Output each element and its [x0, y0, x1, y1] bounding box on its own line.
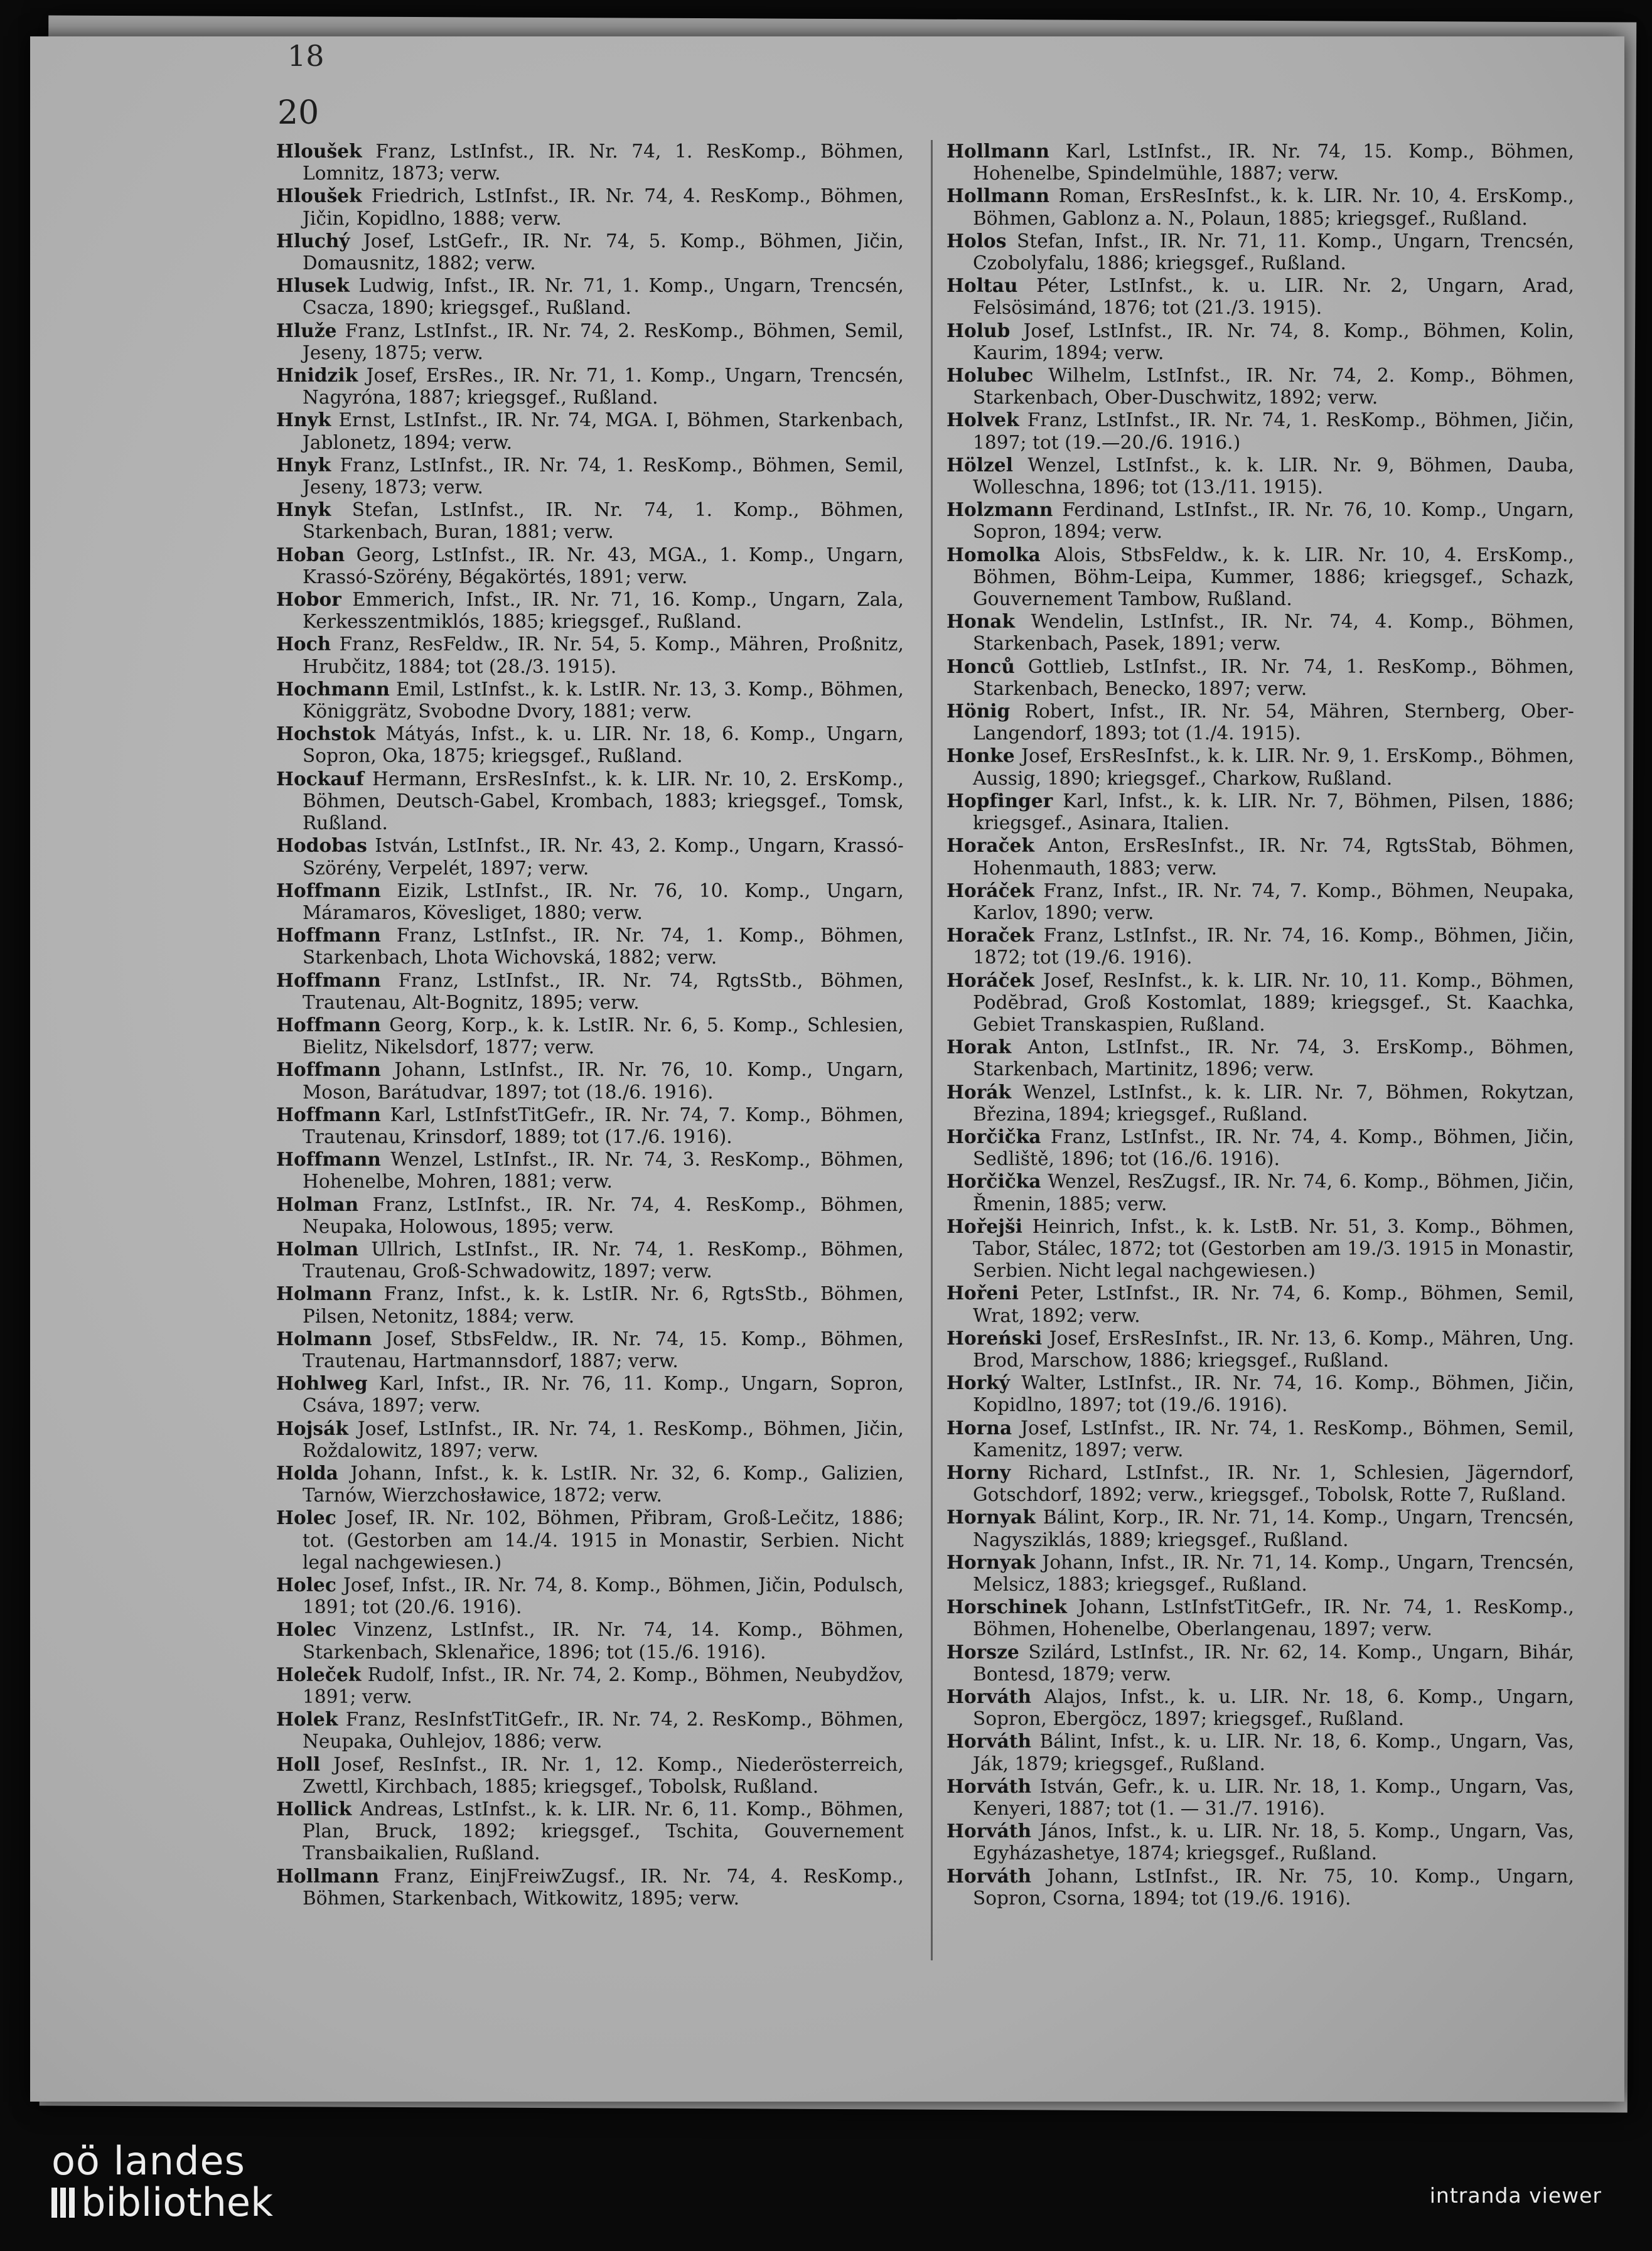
entry-details: Peter, LstInfst., IR. Nr. 74, 6. Komp., Böhmen, Semil, Wrat, 1892; verw.	[973, 1282, 1574, 1326]
entry-surname: Hnyk	[276, 409, 331, 431]
register-entry	[276, 320, 904, 364]
register-entry	[276, 274, 904, 319]
entry-details: Bálint, Korp., IR. Nr. 71, 14. Komp., Ungarn, Trencsén, Nagysziklás, 1889; kriegsgef., Rußland.	[973, 1507, 1574, 1550]
entry-surname: Holzmann	[947, 498, 1053, 521]
register-entry	[276, 723, 904, 767]
register-entry	[947, 1170, 1574, 1215]
entry-surname: Horváth	[947, 1775, 1032, 1797]
entry-details: Franz, LstInfst., IR. Nr. 74, 1. Komp., Böhmen, Starkenbach, Lhota Wichovská, 1882; verw.	[303, 925, 904, 969]
register-entry	[276, 1238, 904, 1282]
entry-details: Karl, LstInfstTitGefr., IR. Nr. 74, 7. Komp., Böhmen, Trautenau, Krinsdorf, 1889; tot (17./6. 1916).	[303, 1104, 904, 1147]
register-entry	[947, 1417, 1574, 1461]
entry-details: Franz, LstInfst., IR. Nr. 74, 1. ResKomp., Böhmen, Jičin, 1897; tot (19.—20./6. 1916.)	[973, 409, 1574, 453]
entry-details: Franz, ResFeldw., IR. Nr. 54, 5. Komp., Mähren, Proßnitz, Hrubčitz, 1884; tot (28./3. 1915).	[303, 633, 904, 677]
entry-surname: Holman	[276, 1193, 359, 1215]
register-entry	[276, 1148, 904, 1193]
entry-details: Ullrich, LstInfst., IR. Nr. 74, 1. ResKomp., Böhmen, Trautenau, Groß-Schwadowitz, 1897; verw.	[303, 1238, 904, 1282]
entry-surname: Horschinek	[947, 1596, 1067, 1618]
entry-details: Anton, ErsResInfst., IR. Nr. 74, RgtsStab, Böhmen, Hohenmauth, 1883; verw.	[973, 835, 1574, 879]
register-entry	[947, 1551, 1574, 1596]
entry-details: Stefan, Infst., IR. Nr. 71, 11. Komp., Ungarn, Trencsén, Czobolyfalu, 1886; kriegsgef., Rußland.	[973, 230, 1574, 274]
entry-surname: Hnyk	[276, 453, 331, 476]
entry-surname: Hornyak	[947, 1550, 1036, 1573]
entry-surname: Holvek	[947, 409, 1019, 431]
entry-details: Georg, Korp., k. k. LstIR. Nr. 6, 5. Komp., Schlesien, Bielitz, Nikelsdorf, 1877; verw.	[303, 1014, 904, 1058]
entry-details: Emmerich, Infst., IR. Nr. 71, 16. Komp., Ungarn, Zala, Kerkesszentmiklós, 1885; kriegsgef., Rußland.	[303, 589, 904, 633]
register-entry	[947, 1775, 1574, 1820]
register-entry	[947, 454, 1574, 498]
entry-surname: Hockauf	[276, 767, 364, 790]
register-entry	[947, 969, 1574, 1036]
register-entry	[947, 1641, 1574, 1685]
entry-details: Ludwig, Infst., IR. Nr. 71, 1. Komp., Ungarn, Trencsén, Csacza, 1890; kriegsgef., Rußland.	[303, 275, 904, 319]
entry-surname: Hoffmann	[276, 1013, 381, 1036]
register-entry	[947, 320, 1574, 364]
entry-details: Johann, Infst., k. k. LstIR. Nr. 32, 6. Komp., Galizien, Tarnów, Wierzchosławice, 1872; verw.	[303, 1462, 904, 1507]
entry-details: Josef, LstInfst., IR. Nr. 74, 1. ResKomp., Böhmen, Semil, Kamenitz, 1897; verw.	[973, 1417, 1574, 1461]
entry-surname: Horváth	[947, 1685, 1032, 1708]
entry-details: Franz, LstInfst., IR. Nr. 74, RgtsStb., Böhmen, Trautenau, Alt-Bognitz, 1895; verw.	[303, 969, 904, 1013]
register-entry	[276, 678, 904, 723]
entry-details: Eizik, LstInfst., IR. Nr. 76, 10. Komp., Ungarn, Máramaros, Kövesliget, 1880; verw.	[303, 879, 904, 923]
register-entry	[276, 1753, 904, 1798]
register-entry	[276, 1417, 904, 1462]
entry-surname: Holtau	[947, 274, 1018, 297]
entry-surname: Honak	[947, 610, 1016, 633]
register-entry	[276, 364, 904, 409]
entry-surname: Horsze	[947, 1640, 1019, 1663]
entry-details: Friedrich, LstInfst., IR. Nr. 74, 4. ResKomp., Böhmen, Jičin, Kopidlno, 1888; verw.	[303, 185, 904, 229]
entry-details: Josef, LstGefr., IR. Nr. 74, 5. Komp., Böhmen, Jičin, Domausnitz, 1882; verw.	[303, 230, 904, 274]
register-entry	[276, 544, 904, 588]
entry-surname: Holl	[276, 1753, 321, 1775]
entry-details: Josef, LstInfst., IR. Nr. 74, 8. Komp., Böhmen, Kolin, Kaurim, 1894; verw.	[973, 320, 1574, 363]
register-entry	[947, 1126, 1574, 1170]
entry-details: Franz, ResInfstTitGefr., IR. Nr. 74, 2. ResKomp., Böhmen, Neupaka, Ouhlejov, 1886; verw.	[303, 1709, 904, 1753]
register-entry	[947, 1081, 1574, 1126]
entry-details: Johann, LstInfstTitGefr., IR. Nr. 74, 1. ResKomp., Böhmen, Hohenelbe, Oberlangenau, 1897; verw.	[973, 1596, 1574, 1640]
register-entry	[276, 1663, 904, 1708]
entry-details: Johann, LstInfst., IR. Nr. 75, 10. Komp., Ungarn, Sopron, Csorna, 1894; tot (19./6. 1916).	[973, 1865, 1574, 1909]
entry-details: Walter, LstInfst., IR. Nr. 74, 16. Komp., Böhmen, Jičin, Kopidlno, 1897; tot (19./6. 1916).	[973, 1372, 1574, 1416]
register-entry	[947, 1820, 1574, 1864]
register-entry	[947, 498, 1574, 543]
register-entry	[947, 1596, 1574, 1640]
register-entry	[276, 1507, 904, 1574]
register-entry	[276, 633, 904, 677]
entry-details: Gottlieb, LstInfst., IR. Nr. 74, 1. ResKomp., Böhmen, Starkenbach, Benecko, 1897; verw.	[973, 655, 1574, 699]
entry-details: Johann, LstInfst., IR. Nr. 76, 10. Komp., Ungarn, Moson, Barátudvar, 1897; tot (18./6. 1916).	[303, 1059, 904, 1103]
register-entry	[276, 1618, 904, 1663]
entry-surname: Hönig	[947, 700, 1011, 723]
entry-details: István, LstInfst., IR. Nr. 43, 2. Komp., Ungarn, Krassó-Szörény, Verpelét, 1897; verw.	[303, 835, 904, 879]
entry-surname: Holos	[947, 229, 1007, 252]
register-entry	[947, 1036, 1574, 1080]
entry-surname: Horak	[947, 1036, 1012, 1058]
entry-surname: Horáček	[947, 969, 1035, 991]
entry-surname: Hořeni	[947, 1282, 1019, 1304]
entry-details: Andreas, LstInfst., k. k. LIR. Nr. 6, 11. Komp., Böhmen, Plan, Bruck, 1892; kriegsgef., Tschita, Gouvernement Transbaikalien, Rußland.	[303, 1798, 904, 1864]
register-entry	[947, 655, 1574, 700]
entry-surname: Holec	[276, 1574, 336, 1596]
entry-surname: Hoffmann	[276, 1148, 381, 1171]
register-entry	[276, 230, 904, 274]
register-entry	[947, 140, 1574, 185]
entry-surname: Holek	[276, 1708, 338, 1731]
register-entry	[276, 1193, 904, 1238]
entry-details: Alajos, Infst., k. u. LIR. Nr. 18, 6. Komp., Ungarn, Sopron, Ebergöcz, 1897; kriegsgef., Rußland.	[973, 1686, 1574, 1730]
entry-surname: Horáček	[947, 879, 1035, 901]
entry-details: Ferdinand, LstInfst., IR. Nr. 76, 10. Komp., Ungarn, Sopron, 1894; verw.	[973, 499, 1574, 543]
register-entry	[947, 1685, 1574, 1730]
entry-details: Heinrich, Infst., k. k. LstB. Nr. 51, 3. Komp., Böhmen, Tabor, Stálec, 1872; tot (Gestorben am 19./3. 1915 in Monastir, Serbien. Nicht legal nachgewiesen.)	[973, 1215, 1574, 1282]
entry-details: Wilhelm, LstInfst., IR. Nr. 74, 2. Komp., Böhmen, Starkenbach, Ober-Duschwitz, 1892; verw.	[973, 365, 1574, 409]
register-entry	[276, 924, 904, 969]
entry-surname: Hölzel	[947, 453, 1014, 476]
entry-surname: Horny	[947, 1461, 1011, 1483]
entry-surname: Hoch	[276, 633, 331, 655]
register-entry	[947, 610, 1574, 655]
register-entry	[276, 1372, 904, 1417]
register-entry	[947, 744, 1574, 789]
entry-surname: Hoffmann	[276, 1103, 381, 1126]
entry-details: Wenzel, LstInfst., k. k. LIR. Nr. 7, Böhmen, Rokytzan, Březina, 1894; kriegsgef., Rußland.	[973, 1081, 1574, 1125]
entry-details: Anton, LstInfst., IR. Nr. 74, 3. ErsKomp., Böhmen, Starkenbach, Martinitz, 1896; verw.	[973, 1036, 1574, 1080]
register-entry	[276, 1798, 904, 1865]
column-divider	[931, 140, 933, 1960]
register-entry	[947, 409, 1574, 453]
entry-details: Franz, Infst., k. k. LstIR. Nr. 6, RgtsStb., Böhmen, Pilsen, Netonitz, 1884; verw.	[303, 1283, 904, 1327]
entry-details: Hermann, ErsResInfst., k. k. LIR. Nr. 10, 2. ErsKomp., Böhmen, Deutsch-Gabel, Krombach, 1883; kriegsgef., Tomsk, Rußland.	[303, 768, 904, 834]
entry-details: Ernst, LstInfst., IR. Nr. 74, MGA. I, Böhmen, Starkenbach, Jablonetz, 1894; verw.	[303, 409, 904, 453]
entry-surname: Hoffmann	[276, 969, 381, 991]
entry-details: Franz, Infst., IR. Nr. 74, 7. Komp., Böhmen, Neupaka, Karlov, 1890; verw.	[973, 879, 1574, 923]
entry-surname: Holmann	[276, 1282, 372, 1305]
entry-surname: Hloušek	[276, 140, 362, 162]
register-entry	[276, 879, 904, 924]
entry-surname: Hollmann	[947, 140, 1049, 162]
entry-surname: Horák	[947, 1080, 1012, 1103]
entry-surname: Honke	[947, 744, 1015, 767]
entry-details: Robert, Infst., IR. Nr. 54, Mähren, Sternberg, Ober-Langendorf, 1893; tot (1./4. 1915).	[973, 701, 1574, 744]
entry-details: Stefan, LstInfst., IR. Nr. 74, 1. Komp., Böhmen, Starkenbach, Buran, 1881; verw.	[303, 499, 904, 543]
entry-surname: Horaček	[947, 834, 1035, 857]
entry-details: Josef, ErsRes., IR. Nr. 71, 1. Komp., Ungarn, Trencsén, Nagyróna, 1887; kriegsgef., Rußland.	[303, 365, 904, 409]
register-entry	[276, 1865, 904, 1910]
entry-surname: Holec	[276, 1507, 336, 1529]
register-entry	[276, 1104, 904, 1148]
entry-surname: Hoffmann	[276, 924, 381, 947]
entry-details: Wenzel, LstInfst., IR. Nr. 74, 3. ResKomp., Böhmen, Hohenelbe, Mohren, 1881; verw.	[303, 1149, 904, 1193]
entry-surname: Hnidzik	[276, 364, 358, 387]
entry-details: Franz, LstInfst., IR. Nr. 74, 2. ResKomp., Böhmen, Semil, Jeseny, 1875; verw.	[303, 320, 904, 363]
register-entry	[947, 1215, 1574, 1282]
register-entry	[947, 364, 1574, 409]
entry-details: Vinzenz, LstInfst., IR. Nr. 74, 14. Komp., Böhmen, Starkenbach, Sklenařice, 1896; tot (15./6. 1916).	[303, 1619, 904, 1663]
logo-text-line1: oö landes	[51, 2138, 245, 2184]
entry-details: Franz, LstInfst., IR. Nr. 74, 1. ResKomp., Böhmen, Lomnitz, 1873; verw.	[303, 141, 904, 185]
entry-details: Richard, LstInfst., IR. Nr. 1, Schlesien, Jägerndorf, Gotschdorf, 1892; verw., kriegsgef., Tobolsk, Rotte 7, Rußland.	[973, 1461, 1574, 1506]
entry-details: Bálint, Infst., k. u. LIR. Nr. 18, 6. Komp., Ungarn, Vas, Ják, 1879; kriegsgef., Rußland.	[973, 1731, 1574, 1775]
register-entry	[276, 140, 904, 185]
entry-surname: Hnyk	[276, 498, 331, 521]
register-entry	[276, 1058, 904, 1103]
old-page-number: 18	[287, 39, 324, 73]
register-entry	[947, 230, 1574, 274]
right-column	[947, 140, 1574, 1910]
entry-surname: Hodobas	[276, 834, 367, 857]
entry-details: István, Gefr., k. u. LIR. Nr. 18, 1. Komp., Ungarn, Vas, Kenyeri, 1887; tot (1. — 31./7. 1916).	[973, 1775, 1574, 1820]
left-column	[276, 140, 904, 1910]
entry-details: Szilárd, LstInfst., IR. Nr. 62, 14. Komp., Ungarn, Bihár, Bontesd, 1879; verw.	[973, 1641, 1574, 1685]
entry-surname: Hollmann	[947, 185, 1049, 207]
entry-details: Péter, LstInfst., k. u. LIR. Nr. 2, Ungarn, Arad, Felsösimánd, 1876; tot (21./3. 1915).	[973, 275, 1574, 319]
entry-surname: Holda	[276, 1461, 338, 1484]
entry-surname: Holubec	[947, 364, 1034, 387]
register-entry	[276, 454, 904, 498]
register-entry	[276, 768, 904, 835]
entry-details: Alois, StbsFeldw., k. k. LIR. Nr. 10, 4. ErsKomp., Böhmen, Böhm-Leipa, Kummer, 1886; kriegsgef., Schazk, Gouvernement Tambow, Rußland.	[973, 544, 1574, 610]
entry-surname: Holeček	[276, 1663, 362, 1685]
entry-surname: Holmann	[276, 1327, 372, 1350]
entry-details: Roman, ErsResInfst., k. k. LIR. Nr. 10, 4. ErsKomp., Böhmen, Gablonz a. N., Polaun, 1885; kriegsgef., Rußland.	[973, 185, 1574, 229]
register-entry	[947, 274, 1574, 319]
register-entry	[947, 879, 1574, 924]
entry-details: Karl, Infst., IR. Nr. 76, 11. Komp., Ungarn, Sopron, Csáva, 1897; verw.	[303, 1373, 904, 1417]
entry-surname: Horaček	[947, 924, 1035, 947]
entry-surname: Hořejši	[947, 1215, 1023, 1237]
entry-surname: Hoffmann	[276, 1058, 381, 1081]
entry-details: Johann, Infst., IR. Nr. 71, 14. Komp., Ungarn, Trencsén, Melsicz, 1883; kriegsgef., Rußland.	[973, 1551, 1574, 1595]
entry-surname: Hluchý	[276, 229, 350, 252]
entry-surname: Horčička	[947, 1170, 1041, 1193]
entry-surname: Homolka	[947, 543, 1041, 566]
entry-surname: Hojsák	[276, 1417, 348, 1439]
entry-details: Wenzel, LstInfst., k. k. LIR. Nr. 9, Böhmen, Dauba, Wolleschna, 1896; tot (13./11. 1915).	[973, 454, 1574, 498]
register-entry	[276, 1014, 904, 1058]
logo-text-line2: bibliothek	[81, 2179, 273, 2225]
entry-surname: Horčička	[947, 1125, 1041, 1147]
register-entry	[947, 1282, 1574, 1326]
entry-details: Josef, LstInfst., IR. Nr. 74, 1. ResKomp., Böhmen, Jičin, Roždalowitz, 1897; verw.	[303, 1417, 904, 1461]
entry-surname: Hobor	[276, 588, 341, 611]
entry-details: Wendelin, LstInfst., IR. Nr. 74, 4. Komp., Böhmen, Starkenbach, Pasek, 1891; verw.	[973, 611, 1574, 655]
entry-details: Josef, ErsResInfst., k. k. LIR. Nr. 9, 1. ErsKomp., Böhmen, Aussig, 1890; kriegsgef., Charkow, Rußland.	[973, 745, 1574, 789]
entry-details: Josef, IR. Nr. 102, Böhmen, Přibram, Groß-Lečitz, 1886; tot. (Gestorben am 14./4. 1915 in Monastir, Serbien. Nicht legal nachgewiesen.)	[303, 1507, 904, 1573]
register-entry	[947, 1865, 1574, 1910]
entry-surname: Horváth	[947, 1864, 1032, 1887]
entry-surname: Holec	[276, 1618, 336, 1641]
register-entry	[276, 498, 904, 543]
entry-surname: Horký	[947, 1372, 1011, 1394]
entry-details: Josef, StbsFeldw., IR. Nr. 74, 15. Komp., Böhmen, Trautenau, Hartmannsdorf, 1887; verw.	[303, 1328, 904, 1372]
entry-surname: Hloušek	[276, 185, 362, 207]
register-entry	[276, 834, 904, 879]
entry-surname: Hochmann	[276, 677, 390, 700]
entry-details: Franz, LstInfst., IR. Nr. 74, 16. Komp., Böhmen, Jičin, 1872; tot (19./6. 1916).	[973, 925, 1574, 969]
register-entry	[276, 185, 904, 229]
entry-surname: Hohlweg	[276, 1372, 368, 1395]
entry-details: Franz, EinjFreiwZugsf., IR. Nr. 74, 4. ResKomp., Böhmen, Starkenbach, Witkowitz, 1895; verw.	[303, 1865, 904, 1909]
library-logo[interactable]	[51, 2138, 273, 2225]
entry-surname: Horna	[947, 1416, 1012, 1439]
entry-details: Rudolf, Infst., IR. Nr. 74, 2. Komp., Böhmen, Neubydžov, 1891; verw.	[303, 1663, 904, 1708]
scanned-page	[30, 36, 1624, 2102]
page-number: 20	[277, 94, 319, 132]
register-entry	[947, 544, 1574, 611]
entry-surname: Hollick	[276, 1798, 352, 1820]
entry-details: János, Infst., k. u. LIR. Nr. 18, 5. Komp., Ungarn, Vas, Egyházashetye, 1874; kriegsgef., Rußland.	[973, 1820, 1574, 1864]
register-entry	[947, 1327, 1574, 1372]
register-entry	[947, 834, 1574, 879]
viewer-brand[interactable]: intranda viewer	[1429, 2183, 1602, 2208]
register-entry	[947, 1730, 1574, 1775]
entry-surname: Horváth	[947, 1730, 1032, 1753]
entry-details: Josef, Infst., IR. Nr. 74, 8. Komp., Böhmen, Jičin, Podulsch, 1891; tot (20./6. 1916).	[303, 1574, 904, 1618]
register-entry	[276, 1328, 904, 1372]
entry-surname: Horeński	[947, 1326, 1043, 1349]
entry-details: Mátyás, Infst., k. u. LIR. Nr. 18, 6. Komp., Ungarn, Sopron, Oka, 1875; kriegsgef., Rußland.	[303, 723, 904, 767]
entry-surname: Hochstok	[276, 723, 376, 745]
register-entry	[947, 700, 1574, 744]
entry-surname: Hlusek	[276, 274, 350, 297]
register-entry	[276, 969, 904, 1014]
entry-details: Franz, LstInfst., IR. Nr. 74, 1. ResKomp., Böhmen, Semil, Jeseny, 1873; verw.	[303, 454, 904, 498]
register-entry	[276, 588, 904, 633]
logo-line2	[51, 2179, 273, 2225]
register-entry	[947, 185, 1574, 229]
entry-surname: Holub	[947, 319, 1011, 341]
entry-details: Wenzel, ResZugsf., IR. Nr. 74, 6. Komp., Böhmen, Jičin, Řmenin, 1885; verw.	[973, 1171, 1574, 1215]
entry-surname: Honců	[947, 655, 1015, 677]
logo-bars-icon	[51, 2188, 75, 2218]
register-entry	[947, 790, 1574, 834]
entry-surname: Hollmann	[276, 1864, 379, 1887]
entry-details: Josef, ResInfst., k. k. LIR. Nr. 10, 11. Komp., Böhmen, Podĕbrad, Groß Kostomlat, 1889; kriegsgef., St. Kaachka, Gebiet Transkaspien, Rußland.	[973, 969, 1574, 1035]
entry-surname: Hoban	[276, 543, 345, 566]
entry-surname: Horváth	[947, 1820, 1032, 1842]
register-entry	[947, 1506, 1574, 1550]
entry-surname: Hornyak	[947, 1506, 1036, 1528]
register-entry	[276, 1462, 904, 1507]
entry-details: Josef, ResInfst., IR. Nr. 1, 12. Komp., Niederösterreich, Zwettl, Kirchbach, 1885; kriegsgef., Tobolsk, Rußland.	[303, 1753, 904, 1797]
register-entry	[276, 409, 904, 453]
entry-details: Franz, LstInfst., IR. Nr. 74, 4. ResKomp., Böhmen, Neupaka, Holowous, 1895; verw.	[303, 1193, 904, 1237]
entry-details: Emil, LstInfst., k. k. LstIR. Nr. 13, 3. Komp., Böhmen, Königgrätz, Svobodne Dvory, 1881; verw.	[303, 678, 904, 723]
entry-details: Karl, LstInfst., IR. Nr. 74, 15. Komp., Böhmen, Hohenelbe, Spindelmühle, 1887; verw.	[973, 141, 1574, 185]
register-entry	[276, 1574, 904, 1618]
entry-details: Karl, Infst., k. k. LIR. Nr. 7, Böhmen, Pilsen, 1886; kriegsgef., Asinara, Italien.	[973, 790, 1574, 834]
entry-details: Josef, ErsResInfst., IR. Nr. 13, 6. Komp., Mähren, Ung. Brod, Marschow, 1886; kriegsgef., Rußland.	[973, 1327, 1574, 1371]
register-entry	[276, 1282, 904, 1327]
register-entry	[947, 1372, 1574, 1416]
entry-surname: Hopfinger	[947, 789, 1053, 812]
register-entry	[947, 1461, 1574, 1506]
entry-surname: Hoffmann	[276, 879, 381, 901]
register-entry	[947, 924, 1574, 969]
entry-surname: Holman	[276, 1237, 359, 1260]
entry-details: Georg, LstInfst., IR. Nr. 43, MGA., 1. Komp., Ungarn, Krassó-Szörény, Bégakörtés, 1891; verw.	[303, 544, 904, 588]
register-entry	[276, 1708, 904, 1753]
entry-details: Franz, LstInfst., IR. Nr. 74, 4. Komp., Böhmen, Jičin, Sedliště, 1896; tot (16./6. 1916).	[973, 1126, 1574, 1170]
entry-surname: Hluže	[276, 319, 337, 341]
